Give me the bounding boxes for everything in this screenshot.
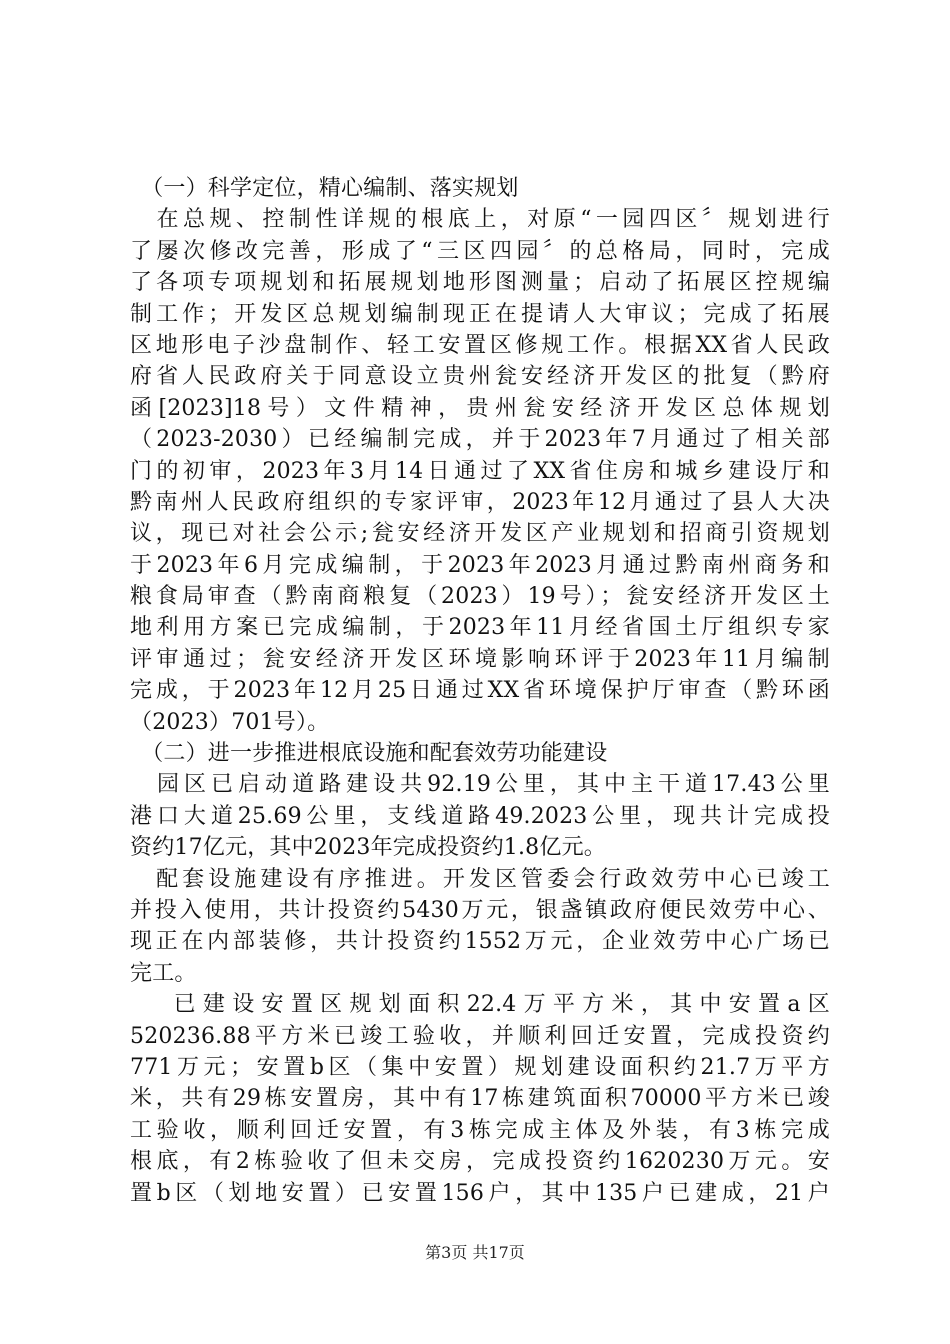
text-line: 门的初审，2023年3月14日通过了XX省住房和城乡建设厅和 [130, 458, 830, 484]
text-line: 完工。 [130, 960, 197, 986]
text-line: 府省人民政府关于同意设立贵州瓮安经济开发区的批复（黔府 [130, 364, 830, 390]
section-heading: （二）进一步推进根底设施和配套效劳功能建设 [130, 741, 608, 767]
text-line: 黔南州人民政府组织的专家评审，2023年12月通过了县人大决 [130, 489, 830, 515]
document-body [130, 173, 830, 1209]
text-line: 港口大道25.69公里，支线道路49.2023公里，现共计完成投 [130, 803, 830, 829]
text-line: 771万元；安置b区（集中安置）规划建设面积约21.7万平方 [130, 1054, 830, 1080]
text-line: 现正在内部装修，共计投资约1552万元，企业效劳中心广场已 [130, 929, 830, 955]
text-line: 评审通过；瓮安经济开发区环境影响环评于2023年11月编制 [130, 646, 830, 672]
text-line: 在总规、控制性详规的根底上，对原“一园四区〞规划进行 [130, 207, 830, 233]
text-line: 置b区（划地安置）已安置156户，其中135户已建成，21户 [130, 1180, 830, 1206]
text-line: 520236.88平方米已竣工验收，并顺利回迁安置，完成投资约 [130, 1023, 830, 1049]
text-line: 米，共有29栋安置房，其中有17栋建筑面积70000平方米已竣 [130, 1086, 830, 1112]
text-line: 于2023年6月完成编制，于2023年2023月通过黔南州商务和 [130, 552, 830, 578]
text-line: 并投入使用，共计投资约5430万元，银盏镇政府便民效劳中心、 [130, 897, 830, 923]
text-line: 配套设施建设有序推进。开发区管委会行政效劳中心已竣工 [130, 866, 830, 892]
text-line: 粮食局审查（黔南商粮复（2023）19号）；瓮安经济开发区土 [130, 584, 830, 610]
text-line: （2023-2030）已经编制完成，并于2023年7月通过了相关部 [130, 427, 830, 453]
text-line: 已建设安置区规划面积22.4万平方米，其中安置a区 [130, 992, 830, 1018]
section-heading: （一）科学定位，精心编制、落实规划 [130, 176, 519, 201]
text-line: 资约17亿元，其中2023年完成投资约1.8亿元。 [130, 835, 606, 861]
text-line: 议，现已对社会公示;瓮安经济开发区产业规划和招商引资规划 [130, 521, 830, 547]
text-line: 制工作；开发区总规划编制现正在提请人大审议；完成了拓展 [130, 301, 830, 327]
text-line: （2023）701号）。 [130, 709, 330, 735]
text-line: 完成，于2023年12月25日通过XX省环境保护厅审查（黔环函 [130, 678, 830, 704]
text-line: 园区已启动道路建设共92.19公里，其中主干道17.43公里 [130, 772, 830, 798]
text-line: 区地形电子沙盘制作、轻工安置区修规工作。根据XX省人民政 [130, 332, 830, 358]
text-line: 工验收，顺利回迁安置，有3栋完成主体及外装，有3栋完成 [130, 1117, 830, 1143]
text-line: 了屡次修改完善，形成了“三区四园〞的总格局，同时，完成 [130, 238, 830, 264]
text-line: 函[2023]18号）文件精神，贵州瓮安经济开发区总体规划 [130, 395, 830, 421]
page-footer: 第3页 共17页 [425, 1243, 525, 1262]
text-line: 了各项专项规划和拓展规划地形图测量；启动了拓展区控规编 [130, 270, 830, 296]
text-line: 地利用方案已完成编制，于2023年11月经省国土厅组织专家 [130, 615, 830, 641]
text-line: 根底，有2栋验收了但未交房，完成投资约1620230万元。安 [130, 1149, 830, 1175]
